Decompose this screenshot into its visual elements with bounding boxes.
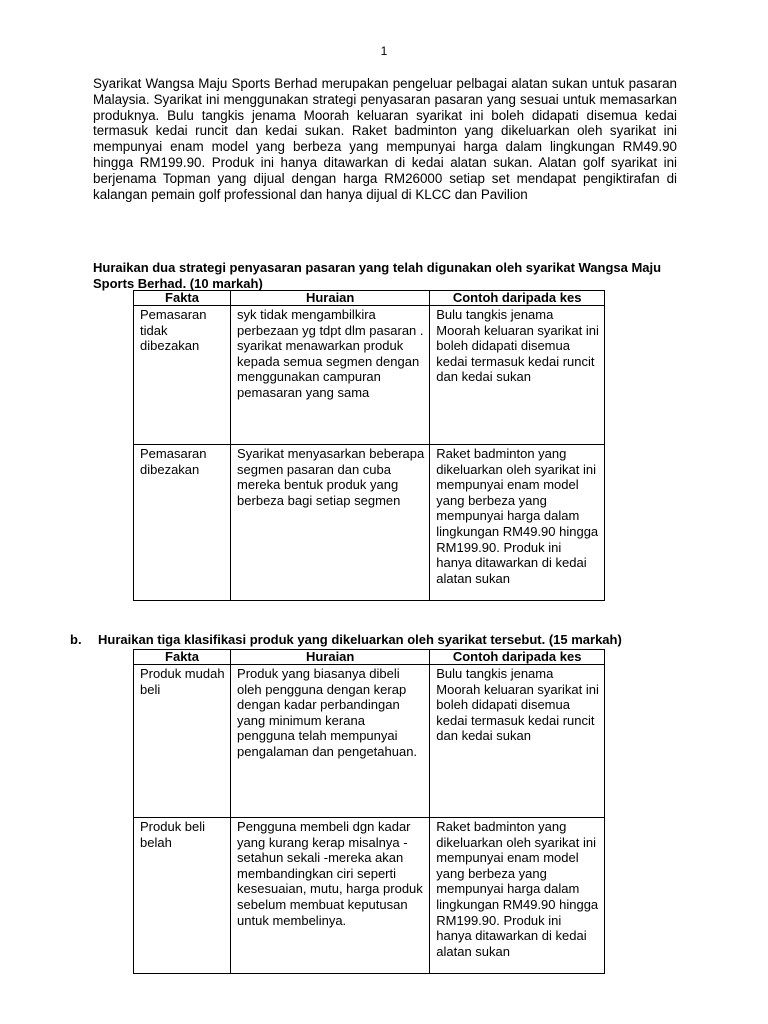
cell-huraian: Produk yang biasanya dibeli oleh pengguna dengan kerap dengan kadar perbandingan yang minimum kerana pengguna telah mempunyai pengalaman dan pengetahuan. [231, 665, 430, 818]
table-row [134, 306, 605, 445]
intro-paragraph: Syarikat Wangsa Maju Sports Berhad merupakan pengeluar pelbagai alatan sukan untuk pasaran Malaysia. Syarikat ini menggunakan strategi penyasaran pasaran yang sesuai untuk memasarkan produknya. Bulu tangkis jenama Moorah keluaran syarikat ini boleh didapati disemua kedai termasuk kedai runcit dan kedai sukan. Raket badminton yang dikeluarkan oleh syarikat ini mempunyai enam model yang berbeza yang mempunyai harga dalam lingkungan RM49.90 hingga RM199.90. Produk ini hanya ditawarkan di kedai alatan sukan. Alatan golf syarikat ini berjenama Topman yang dijual dengan harga RM26000 setiap set mendapat pengiktirafan di kalangan pemain golf professional dan hanya dijual di KLCC dan Pavilion [93, 76, 677, 202]
question-1-heading: Huraikan dua strategi penyasaran pasaran yang telah digunakan oleh syarikat Wangsa Maju Sports Berhad. (10 markah) [93, 260, 662, 291]
table-header-row [134, 650, 605, 665]
header-fakta: Fakta [134, 650, 231, 665]
header-fakta: Fakta [134, 291, 231, 306]
cell-contoh: Raket badminton yang dikeluarkan oleh syarikat ini mempunyai enam model yang berbeza yang mempunyai harga dalam lingkungan RM49.90 hingga RM199.90. Produk ini hanya ditawarkan di kedai alatan sukan [430, 445, 605, 601]
question-2-table [133, 649, 605, 974]
table-row [134, 818, 605, 974]
header-huraian: Huraian [231, 650, 430, 665]
cell-contoh: Bulu tangkis jenama Moorah keluaran syarikat ini boleh didapati disemua kedai termasuk kedai runcit dan kedai sukan [430, 665, 605, 818]
header-contoh: Contoh daripada kes [430, 650, 605, 665]
cell-fakta: Produk beli belah [134, 818, 231, 974]
cell-fakta: Produk mudah beli [134, 665, 231, 818]
table-row [134, 445, 605, 601]
cell-fakta: Pemasaran tidak dibezakan [134, 306, 231, 445]
cell-fakta: Pemasaran dibezakan [134, 445, 231, 601]
header-huraian: Huraian [231, 291, 430, 306]
page-number: 1 [380, 44, 388, 58]
question-2-letter: b. [70, 632, 82, 647]
cell-huraian: Syarikat menyasarkan beberapa segmen pasaran dan cuba mereka bentuk produk yang berbeza bagi setiap segmen [231, 445, 430, 601]
header-contoh: Contoh daripada kes [430, 291, 605, 306]
table-header-row [134, 291, 605, 306]
cell-contoh: Raket badminton yang dikeluarkan oleh syarikat ini mempunyai enam model yang berbeza yang mempunyai harga dalam lingkungan RM49.90 hingga RM199.90. Produk ini hanya ditawarkan di kedai alatan sukan [430, 818, 605, 974]
table-row [134, 665, 605, 818]
question-1-table [133, 290, 605, 601]
question-2-text: Huraikan tiga klasifikasi produk yang dikeluarkan oleh syarikat tersebut. (15 markah) [98, 632, 622, 647]
cell-contoh: Bulu tangkis jenama Moorah keluaran syarikat ini boleh didapati disemua kedai termasuk kedai runcit dan kedai sukan [430, 306, 605, 445]
cell-huraian: Pengguna membeli dgn kadar yang kurang kerap misalnya -setahun sekali -mereka akan membandingkan ciri seperti kesesuaian, mutu, harga produk sebelum membuat keputusan untuk membelinya. [231, 818, 430, 974]
question-2-heading [70, 632, 730, 648]
cell-huraian: syk tidak mengambilkira perbezaan yg tdpt dlm pasaran . syarikat menawarkan produk kepada semua segmen dengan menggunakan campuran pemasaran yang sama [231, 306, 430, 445]
